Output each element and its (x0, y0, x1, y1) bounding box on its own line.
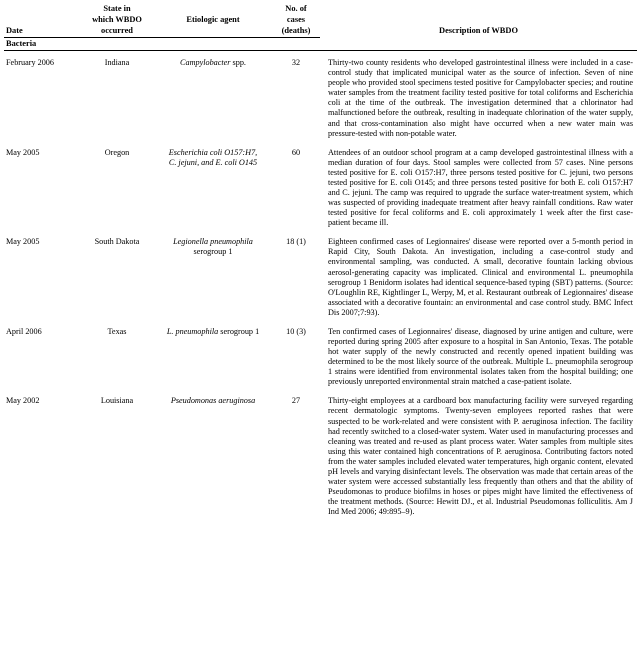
cell-description (320, 141, 637, 231)
cell-date: May 2005 (6, 147, 40, 157)
cell-description (320, 320, 637, 389)
table-header (4, 0, 637, 37)
cell-date: February 2006 (6, 58, 54, 68)
cell-state: Indiana (104, 58, 130, 68)
column-header-agent: Etiologic agent (186, 14, 240, 24)
cell-date: May 2005 (6, 237, 40, 247)
cell-description (320, 230, 637, 320)
column-header-cases-line2: cases (286, 14, 306, 24)
agent-line1: Escherichia coli O157:H7, (168, 147, 258, 157)
cell-state: Oregon (104, 147, 130, 157)
cell-agent (154, 51, 272, 141)
column-header-cases-line3: (deaths) (272, 26, 320, 37)
cell-cases: 10 (3) (286, 326, 306, 336)
table-row (4, 389, 637, 519)
description-text: Ten confirmed cases of Legionnaires' disease, diagnosed by urine antigen and culture, were reported during spring 2005 after exposure to a hospital in San Antonio, Texas. The potable hot water supply of the newly constructed and recently opened inpatient building was determined to be the most likely source of the outbreak. Multiple L. pneumophila serogroup 1 strains were identified from environmental isolates taken from the hospital building; one previously unreported environmental strain matched a case-patient isolate. (328, 326, 633, 387)
cell-state: Texas (107, 326, 127, 336)
table-row (4, 320, 637, 389)
cell-agent (154, 141, 272, 231)
column-header-date-spacer (4, 0, 80, 15)
description-text: Attendees of an outdoor school program at a camp developed gastrointestinal illness with a median duration of four days. Stool samples were collected from 57 cases. Nine persons tested positive for E. coli O157:H7, three persons tested positive for C. jejuni, two persons tested positive for E. coli O145; and three persons tested positive for both E. coli O157:H7 and C. jejuni. The camp was required to upgrade the surface water-treatment system, which was suspected of providing inadequate treatment after heavy rainfall conditions. Raw water tested positive for fecal coliforms and E. coli approximately 1 week after the first case-patient became ill. (328, 147, 633, 228)
cell-description (320, 51, 637, 141)
cell-date: April 2006 (6, 326, 42, 336)
cell-cases: 60 (291, 147, 301, 157)
agent-suffix: spp. (230, 58, 246, 68)
table-row (4, 141, 637, 231)
table-row (4, 51, 637, 141)
cell-agent (154, 320, 272, 389)
cell-cases: 32 (291, 58, 301, 68)
column-header-state-line2: which WBDO (92, 14, 142, 24)
column-header-agent-rule (154, 26, 272, 37)
agent-species: Pseudomonas aeruginosa (170, 396, 256, 406)
agent-line2: C. jejuni, and E. coli O145 (168, 157, 258, 167)
cell-state: South Dakota (94, 237, 140, 247)
column-header-cases-line1: No. of (285, 4, 307, 13)
section-header-row (4, 37, 637, 50)
description-text: Eighteen confirmed cases of Legionnaires' disease were reported over a 5-month period in Rapid City, South Dakota. An investigation, including a case-control study and environmental sampling, was conducted. A small, decorative fountain lacking obvious aerosol-generating capacity was implicated. Clinical and environmental L. pneumophila serogroup 1 Benidorm isolates had identical sequence-based typing (SBT) patterns. (Source: O'Loughlin RE, Kightlinger L, Werpy, M, et al. Restaurant outbreak of Legionnaires' disease associated with a decorative fountain: an environmental and case control study. BMC Infect Dis 2007;7:93). (328, 237, 633, 317)
wbdo-table (4, 0, 637, 519)
column-header-description: Description of WBDO (439, 26, 518, 36)
description-text: Thirty-eight employees at a cardboard box manufacturing facility were surveyed regarding recent dermatologic symptoms. Twenty-seven employees reported rashes that were suspected to be work-related and were consistent with P. aeruginosa infection. The facility had recently switched to a closed-water system. Water used in manufacturing processes and cleaning was treated and re-used as plant process water. Water samples from multiple sites using this water contained high concentrations of P. aeruginosa. Contributing factors noted from the water samples included elevated water temperatures, high organic content, elevated pH levels and varying disinfectant levels. The observation was made that certain areas of the water system were accessed substantially less frequently than others and that the ability of Pseudomonas to produce biofilms in hoses or pipes might have limited the effectiveness of the treatment methods. (Source: Hewitt DJ., et al. Industrial Pseudomonas folliculitis. Am J Ind Med 2006; 49:895–9). (328, 396, 633, 517)
cell-state: Louisiana (100, 396, 134, 406)
column-header-state-line3: occurred (80, 26, 154, 37)
cell-cases: 27 (291, 396, 301, 406)
agent-suffix: serogroup 1 (218, 326, 260, 336)
cell-agent (154, 389, 272, 519)
column-header-date-spacer2 (4, 15, 80, 26)
column-header-date: Date (4, 26, 80, 37)
cell-date: May 2002 (6, 396, 40, 406)
section-label-bacteria: Bacteria (4, 37, 637, 50)
column-header-state-line1: State in (103, 4, 131, 13)
agent-line2: serogroup 1 (193, 247, 233, 257)
table-row (4, 230, 637, 320)
cell-cases: 18 (1) (286, 237, 306, 247)
cell-description (320, 389, 637, 519)
agent-species: L. pneumophila (166, 326, 219, 336)
agent-genus: Campylobacter (180, 58, 231, 68)
agent-line1: Legionella pneumophila (173, 237, 253, 247)
description-text: Thirty-two county residents who developed gastrointestinal illness were included in a case-control study that implicated municipal water as the source of infection. Seven of nine people who provided stool specimens tested positive for Campylobacter species; and routine water samples from the treatment facility tested positive for total coliforms and Escherichia coli at the time of the outbreak. The investigation determined that a chlorinator had malfunctioned before the outbreak, resulting in inadequate chlorination of the water supply, and that cross-contamination also might have occurred when a new water main was pressure-tested with non-potable water. (328, 58, 633, 138)
cell-agent (154, 230, 272, 320)
table-body (4, 37, 637, 519)
